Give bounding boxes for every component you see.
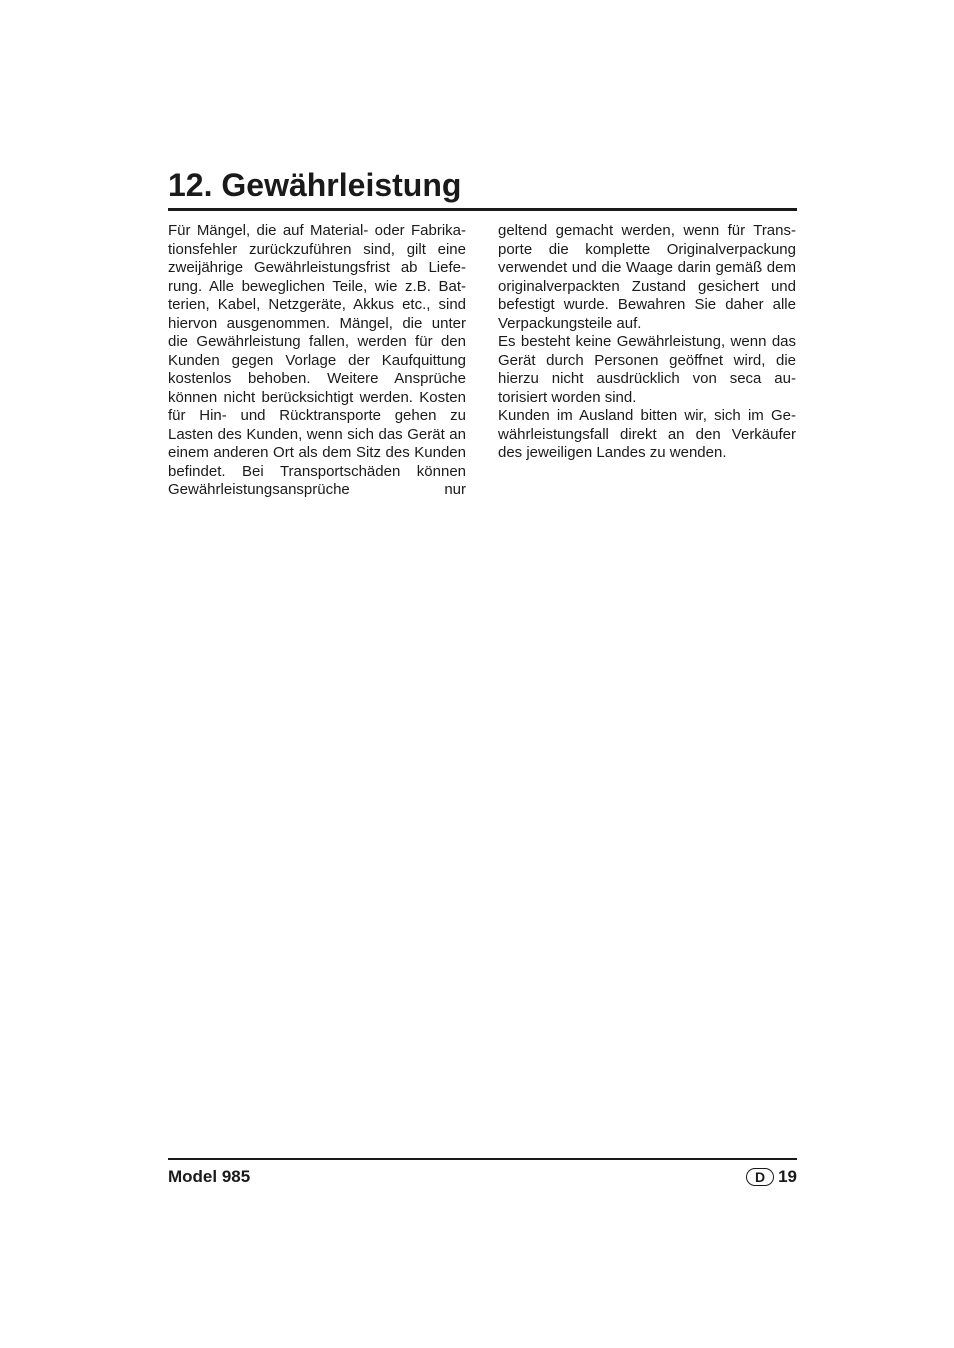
- warranty-paragraph-1: Für Mängel, die auf Material- oder Fabrikationsfehler zurückzuführen sind, gilt eine zweijährige Gewährleistungsfrist ab Lieferung. Alle beweglichen Teile, wie z.B. Batterien, Kabel, Netzgeräte, Akkus etc., sind hiervon ausgenommen. Mängel, die unter die Gewährleistung fallen, werden für den Kunden gegen Vorlage der Kaufquittung kostenlos behoben. Weitere Ansprüche können nicht berücksichtigt werden. Kosten für Hin- und Rücktransporte gehen zu Lasten des Kunden, wenn sich das Gerät an einem anderen Ort als dem Sitz des Kunden befindet. Bei Transportschäden können Gewährleistungsansprüche nur: [168, 222, 466, 498]
- language-badge: D: [746, 1168, 774, 1186]
- footer-page-info: [746, 1166, 797, 1188]
- text-column-right: [498, 222, 796, 463]
- footer-model-name: Model 985: [168, 1167, 251, 1186]
- warranty-paragraph-3: Kunden im Ausland bitten wir, sich im Gewährleistungsfall direkt an den Verkäufer des jeweiligen Landes zu wenden.: [498, 407, 796, 461]
- text-column-left: [168, 222, 466, 500]
- section-title: 12. Gewährleistung: [168, 167, 462, 203]
- footer-divider: [168, 1158, 797, 1160]
- warranty-paragraph-continued: geltend gemacht werden, wenn für Transporte die komplette Originalverpackung verwendet und die Waage darin gemäß dem originalverpackten Zustand gesichert und befestigt wurde. Bewahren Sie daher alle Verpackungsteile auf.: [498, 222, 796, 332]
- page-number: 19: [778, 1167, 797, 1186]
- warranty-paragraph-2: Es besteht keine Gewährleistung, wenn das Gerät durch Personen geöffnet wird, die hierzu nicht ausdrücklich von seca autorisiert worden sind.: [498, 333, 796, 406]
- title-divider: [168, 208, 797, 211]
